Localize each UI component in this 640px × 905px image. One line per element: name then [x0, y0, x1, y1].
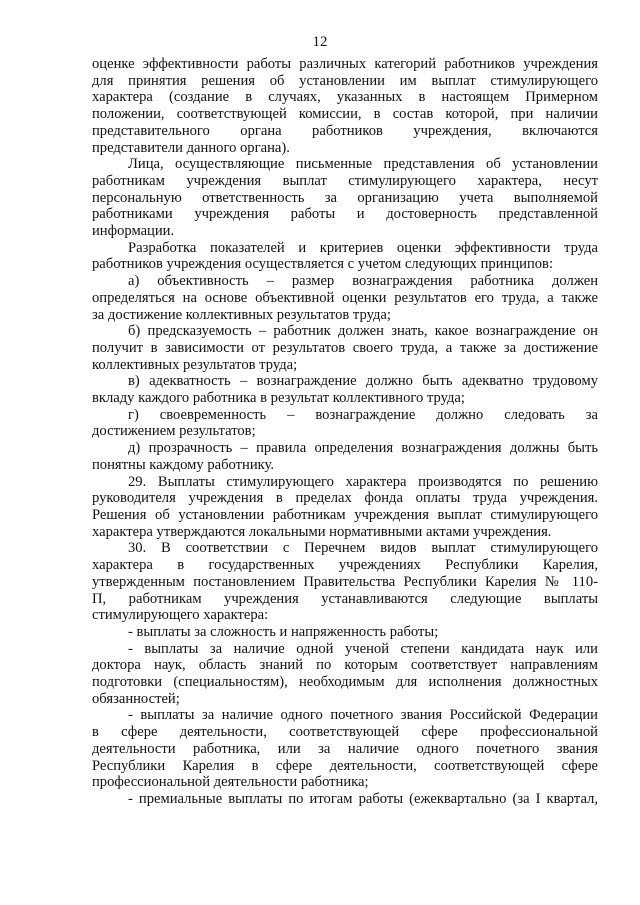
text-line: информации.: [92, 223, 175, 240]
text-line: г) своевременность – вознаграждение должно следовать за: [128, 406, 598, 423]
text-line: а) объективность – размер вознаграждения работника должен: [128, 273, 598, 290]
text-line: П, работникам учреждения устанавливаются следующие выплаты: [92, 590, 598, 607]
text-line: получит в зависимости от результатов своего труда, а также за достижение: [92, 339, 598, 356]
text-line: деятельности работника, или за наличие одного почетного звания: [92, 740, 598, 757]
text-line: характера утверждаются локальными нормативными актами учреждения.: [92, 523, 552, 540]
text-line: характера в государственных учреждениях Республики Карелия,: [92, 557, 598, 574]
text-line: руководителя учреждения в пределах фонда оплаты труда учреждения.: [92, 490, 598, 507]
text-line: утвержденным постановлением Правительства Республики Карелия № 110-: [92, 573, 598, 590]
text-line: 29. Выплаты стимулирующего характера производятся по решению: [128, 473, 598, 490]
document-body: [92, 56, 598, 808]
text-line: достижением результатов;: [92, 423, 256, 440]
text-line: коллективных результатов труда;: [92, 356, 298, 373]
text-line: Разработка показателей и критериев оценки эффективности труда: [128, 239, 598, 256]
text-line: Решения об установлении работникам учреждения выплат стимулирующего: [92, 506, 598, 523]
text-line: работников учреждения осуществляется с учетом следующих принципов:: [92, 256, 553, 273]
text-line: доктора наук, область знаний по которым соответствует направлениям: [92, 657, 598, 674]
text-line: - выплаты за наличие одной ученой степени кандидата наук или: [128, 640, 598, 657]
text-line: понятны каждому работнику.: [92, 456, 274, 473]
text-line: Республики Карелия в сфере деятельности, соответствующей сфере: [92, 757, 598, 774]
text-line: работникам учреждения выплат стимулирующего характера, несут: [92, 172, 598, 189]
text-line: обязанностей;: [92, 690, 180, 707]
text-line: за достижение коллективных результатов труда;: [92, 306, 391, 323]
text-line: - выплаты за сложность и напряженность работы;: [128, 623, 439, 640]
text-line: профессиональной деятельности работника;: [92, 774, 369, 791]
text-line: в сфере деятельности, соответствующей сфере профессиональной: [92, 724, 598, 741]
text-line: положении, соответствующей комиссии, в состав которой, при наличии: [92, 106, 598, 123]
text-line: Лица, осуществляющие письменные представления об установлении: [128, 156, 598, 173]
text-line: - премиальные выплаты по итогам работы (ежеквартально (за I квартал,: [128, 790, 598, 807]
text-line: вкладу каждого работника в результат коллективного труда;: [92, 390, 465, 407]
text-line: б) предсказуемость – работник должен знать, какое вознаграждение он: [128, 323, 598, 340]
text-line: в) адекватность – вознаграждение должно быть адекватно трудовому: [128, 373, 598, 390]
text-line: работниками учреждения работы и достоверность представленной: [92, 206, 598, 223]
text-line: 30. В соответствии с Перечнем видов выплат стимулирующего: [128, 540, 598, 557]
text-line: - выплаты за наличие одного почетного звания Российской Федерации: [128, 707, 598, 724]
text-line: подготовки (специальностям), необходимым для исполнения должностных: [92, 674, 598, 691]
text-line: оценке эффективности работы различных категорий работников учреждения: [92, 56, 598, 72]
text-line: для принятия решения об установлении им выплат стимулирующего: [92, 72, 598, 89]
text-line: персональную ответственность за организацию учета выполняемой: [92, 189, 598, 206]
text-line: д) прозрачность – правила определения вознаграждения должны быть: [128, 440, 598, 457]
text-line: стимулирующего характера:: [92, 607, 269, 624]
text-line: определяться на основе объективной оценки результатов его труда, а также: [92, 289, 598, 306]
text-line: представители данного органа).: [92, 139, 290, 156]
text-line: представительного органа работников учреждения, включаются: [92, 122, 598, 139]
text-line: характера (создание в случаях, указанных в настоящем Примерном: [92, 89, 598, 106]
page-number: 12: [312, 34, 328, 50]
